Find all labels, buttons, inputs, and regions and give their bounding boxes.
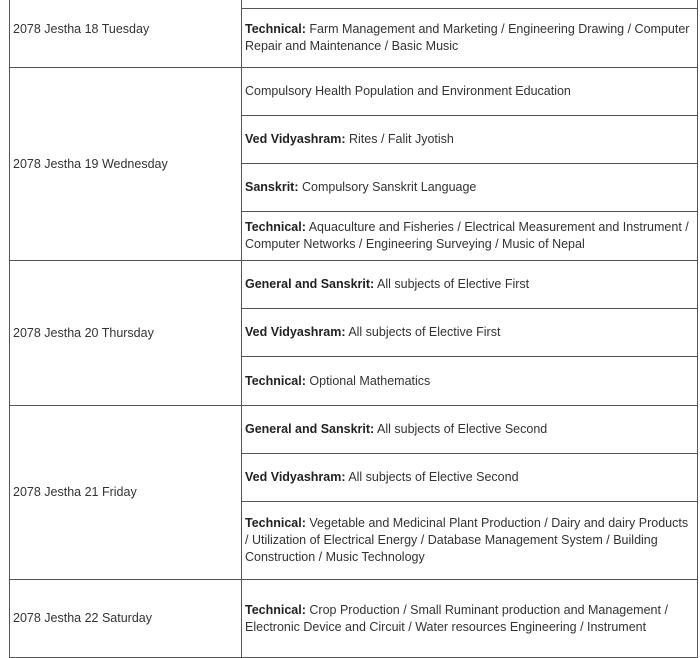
subject-cell — [242, 116, 698, 164]
stream-label: Ved Vidyashram: — [245, 325, 346, 339]
date-cell: 2078 Jestha 18 Tuesday — [10, 0, 242, 68]
stream-label: Ved Vidyashram: — [245, 132, 346, 146]
subject-text: Optional Mathematics — [309, 373, 431, 388]
subject-text: All subjects of Elective First — [377, 277, 530, 291]
subject-cell — [242, 502, 698, 580]
stream-label: Technical: — [245, 22, 306, 36]
date-cell: 2078 Jestha 19 Wednesday — [10, 68, 242, 261]
subject-text: Rites / Falit Jyotish — [349, 132, 454, 146]
stream-label: Technical: — [245, 373, 306, 388]
subject-text: All subjects of Elective Second — [348, 470, 519, 484]
subject-text: All subjects of Elective Second — [377, 422, 548, 436]
subject-text: Vegetable and Medicinal Plant Production / Dairy and dairy Products / Utilization of Electrical Energy / Database Management System / Building Construction / Music Technology — [245, 516, 689, 564]
subject-cell — [242, 164, 698, 212]
table-row — [10, 68, 698, 116]
subject-cell — [242, 9, 698, 68]
subject-text: Crop Production / Small Ruminant production and Management / Electronic Device and Circuit / Water resources Engineering / Instrument — [245, 602, 668, 634]
subject-text: Compulsory Sanskrit Language — [301, 180, 477, 194]
stream-label: Technical: — [245, 220, 306, 234]
subject-cell — [242, 580, 698, 658]
subject-cell — [242, 0, 698, 9]
date-cell: 2078 Jestha 21 Friday — [10, 406, 242, 580]
date-cell: 2078 Jestha 20 Thursday — [10, 261, 242, 406]
stream-label: General and Sanskrit: — [245, 277, 375, 291]
subject-text: All subjects of Elective First — [348, 325, 501, 339]
stream-label: Technical: — [245, 516, 306, 530]
subject-text: Aquaculture and Fisheries / Electrical Measurement and Instrument / Computer Networks / Engineering Surveying / Music of Nepal — [245, 220, 689, 251]
subject-text: Farm Management and Marketing / Engineering Drawing / Computer Repair and Maintenance / Basic Music — [245, 22, 690, 53]
subject-cell — [242, 454, 698, 502]
subject-cell — [242, 309, 698, 357]
table-row — [10, 406, 698, 454]
table-row — [10, 0, 698, 9]
stream-label: Technical: — [245, 602, 306, 617]
table-row — [10, 580, 698, 658]
subject-cell — [242, 406, 698, 454]
table-row — [10, 261, 698, 309]
date-cell: 2078 Jestha 22 Saturday — [10, 580, 242, 658]
subject-cell — [242, 212, 698, 261]
stream-label: Sanskrit: — [245, 180, 299, 194]
subject-cell — [242, 261, 698, 309]
subject-cell — [242, 357, 698, 406]
stream-label: General and Sanskrit: — [245, 422, 375, 436]
subject-cell — [242, 68, 698, 116]
subject-text: Compulsory Health Population and Environment Education — [245, 84, 571, 98]
exam-schedule-table — [9, 0, 698, 658]
stream-label: Ved Vidyashram: — [245, 470, 346, 484]
